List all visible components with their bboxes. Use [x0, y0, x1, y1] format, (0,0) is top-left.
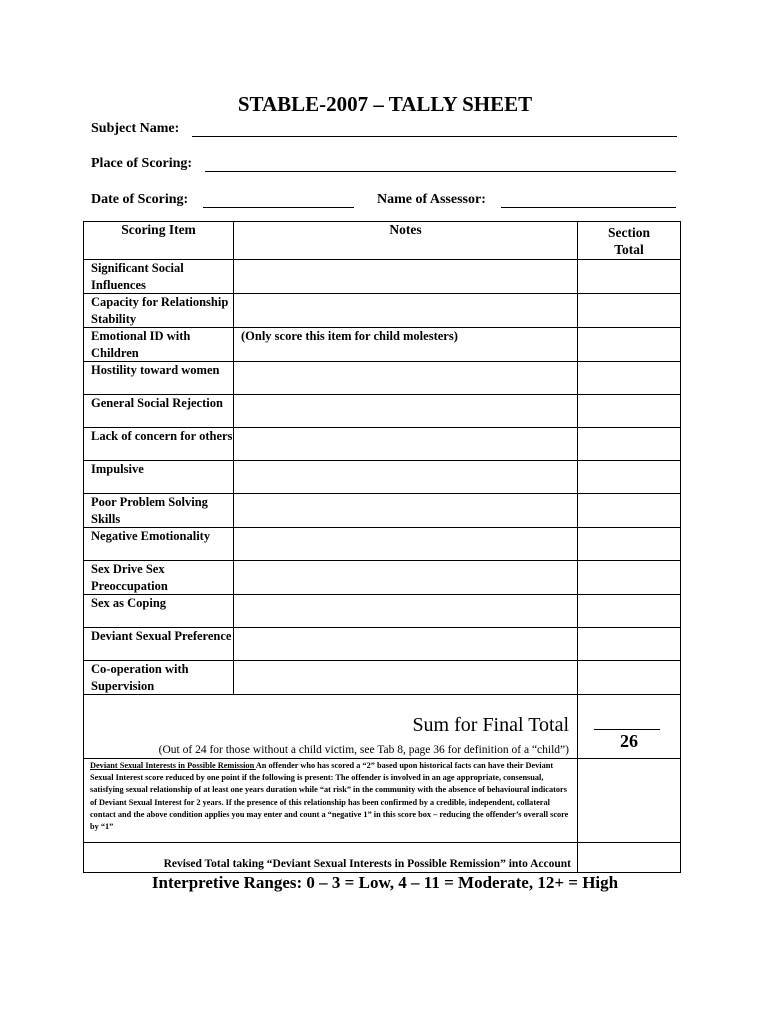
- scoring-item: Impulsive: [84, 461, 234, 494]
- section-total-header: [578, 222, 681, 260]
- notes-cell[interactable]: [234, 395, 578, 428]
- section-total-header-line2: Total: [614, 242, 644, 257]
- sum-cell: [84, 695, 578, 759]
- subject-name-label: Subject Name:: [91, 121, 180, 136]
- scoring-item: Hostility toward women: [84, 362, 234, 395]
- notes-cell[interactable]: [234, 628, 578, 661]
- sum-title: Sum for Final Total: [412, 714, 569, 736]
- notes-cell[interactable]: [234, 528, 578, 561]
- section-total-cell[interactable]: [578, 362, 681, 395]
- revised-total-row: [84, 843, 681, 873]
- section-total-header-line1: Section: [608, 225, 650, 240]
- notes-cell[interactable]: [234, 661, 578, 695]
- table-row: [84, 494, 681, 528]
- table-row: [84, 595, 681, 628]
- scoring-item-header: Scoring Item: [84, 222, 234, 260]
- notes-cell[interactable]: [234, 428, 578, 461]
- notes-cell[interactable]: [234, 595, 578, 628]
- scoring-item: Capacity for Relationship Stability: [84, 294, 234, 328]
- scoring-item: Poor Problem Solving Skills: [84, 494, 234, 528]
- sum-note: (Out of 24 for those without a child victim, see Tab 8, page 36 for definition of a “child”): [158, 744, 569, 756]
- section-total-cell[interactable]: [578, 494, 681, 528]
- place-of-scoring-field[interactable]: [205, 171, 676, 172]
- section-total-cell[interactable]: [578, 428, 681, 461]
- remission-title: Deviant Sexual Interests in Possible Remission: [90, 761, 256, 770]
- sum-row: [84, 695, 681, 759]
- name-of-assessor-label: Name of Assessor:: [377, 192, 486, 207]
- final-total-divider: [594, 729, 660, 730]
- scoring-item: Lack of concern for others: [84, 428, 234, 461]
- remission-cell: [84, 759, 578, 843]
- table-row: [84, 661, 681, 695]
- scoring-item: Negative Emotionality: [84, 528, 234, 561]
- scoring-item: Emotional ID with Children: [84, 328, 234, 362]
- date-of-scoring-label: Date of Scoring:: [91, 192, 189, 207]
- scoring-item: Deviant Sexual Preference: [84, 628, 234, 661]
- section-total-cell[interactable]: [578, 294, 681, 328]
- scoring-item: Sex Drive Sex Preoccupation: [84, 561, 234, 595]
- section-total-cell[interactable]: [578, 628, 681, 661]
- table-row: [84, 260, 681, 294]
- remission-row: [84, 759, 681, 843]
- notes-cell[interactable]: [234, 294, 578, 328]
- interpretive-ranges: Interpretive Ranges: 0 – 3 = Low, 4 – 11 = Moderate, 12+ = High: [151, 873, 619, 892]
- section-total-cell[interactable]: [578, 328, 681, 362]
- section-total-cell[interactable]: [578, 595, 681, 628]
- section-total-cell[interactable]: [578, 260, 681, 294]
- section-total-cell[interactable]: [578, 395, 681, 428]
- place-of-scoring-label: Place of Scoring:: [91, 156, 193, 171]
- date-of-scoring-field[interactable]: [203, 207, 354, 208]
- table-row: [84, 328, 681, 362]
- table-row: [84, 461, 681, 494]
- notes-cell[interactable]: [234, 494, 578, 528]
- notes-header: Notes: [234, 222, 578, 260]
- page-title: STABLE-2007 – TALLY SHEET: [237, 92, 533, 116]
- notes-cell[interactable]: [234, 461, 578, 494]
- name-of-assessor-field[interactable]: [501, 207, 676, 208]
- notes-cell[interactable]: [234, 260, 578, 294]
- remission-text: An offender who has scored a “2” based upon historical facts can have their Deviant Sexual Interest score reduced by one point if the following is present: The offender is involved in an age appropriate, consensual, satisfying sexual relationship of at least one years duration while “at risk” in the community with the absence of behavioural indicators of Deviant Sexual Interest for 2 years. If the presence of this relationship has been confirmed by a credible, independent, collateral contact and the above condition applies you may enter and count a “negative 1” in this score box – reducing the offender’s overall score by “1”: [90, 761, 569, 832]
- revised-total-cell[interactable]: [578, 843, 681, 873]
- section-total-cell[interactable]: [578, 528, 681, 561]
- table-row: [84, 428, 681, 461]
- section-total-cell[interactable]: [578, 561, 681, 595]
- final-total-value: 26: [620, 731, 638, 751]
- table-row: [84, 395, 681, 428]
- scoring-item: Significant Social Influences: [84, 260, 234, 294]
- table-row: [84, 561, 681, 595]
- table-row: [84, 294, 681, 328]
- final-total-cell[interactable]: [578, 695, 681, 759]
- table-row: [84, 628, 681, 661]
- tally-table: [83, 221, 681, 873]
- revised-total-label: Revised Total taking “Deviant Sexual Interests in Possible Remission” into Account: [84, 843, 578, 873]
- table-row: [84, 362, 681, 395]
- table-header-row: [84, 222, 681, 260]
- scoring-item: Sex as Coping: [84, 595, 234, 628]
- section-total-cell[interactable]: [578, 661, 681, 695]
- notes-cell[interactable]: [234, 362, 578, 395]
- subject-name-field[interactable]: [192, 136, 677, 137]
- remission-score-cell[interactable]: [578, 759, 681, 843]
- scoring-item: General Social Rejection: [84, 395, 234, 428]
- section-total-cell[interactable]: [578, 461, 681, 494]
- notes-cell[interactable]: (Only score this item for child molesters): [234, 328, 578, 362]
- scoring-item: Co-operation with Supervision: [84, 661, 234, 695]
- notes-cell[interactable]: [234, 561, 578, 595]
- table-row: [84, 528, 681, 561]
